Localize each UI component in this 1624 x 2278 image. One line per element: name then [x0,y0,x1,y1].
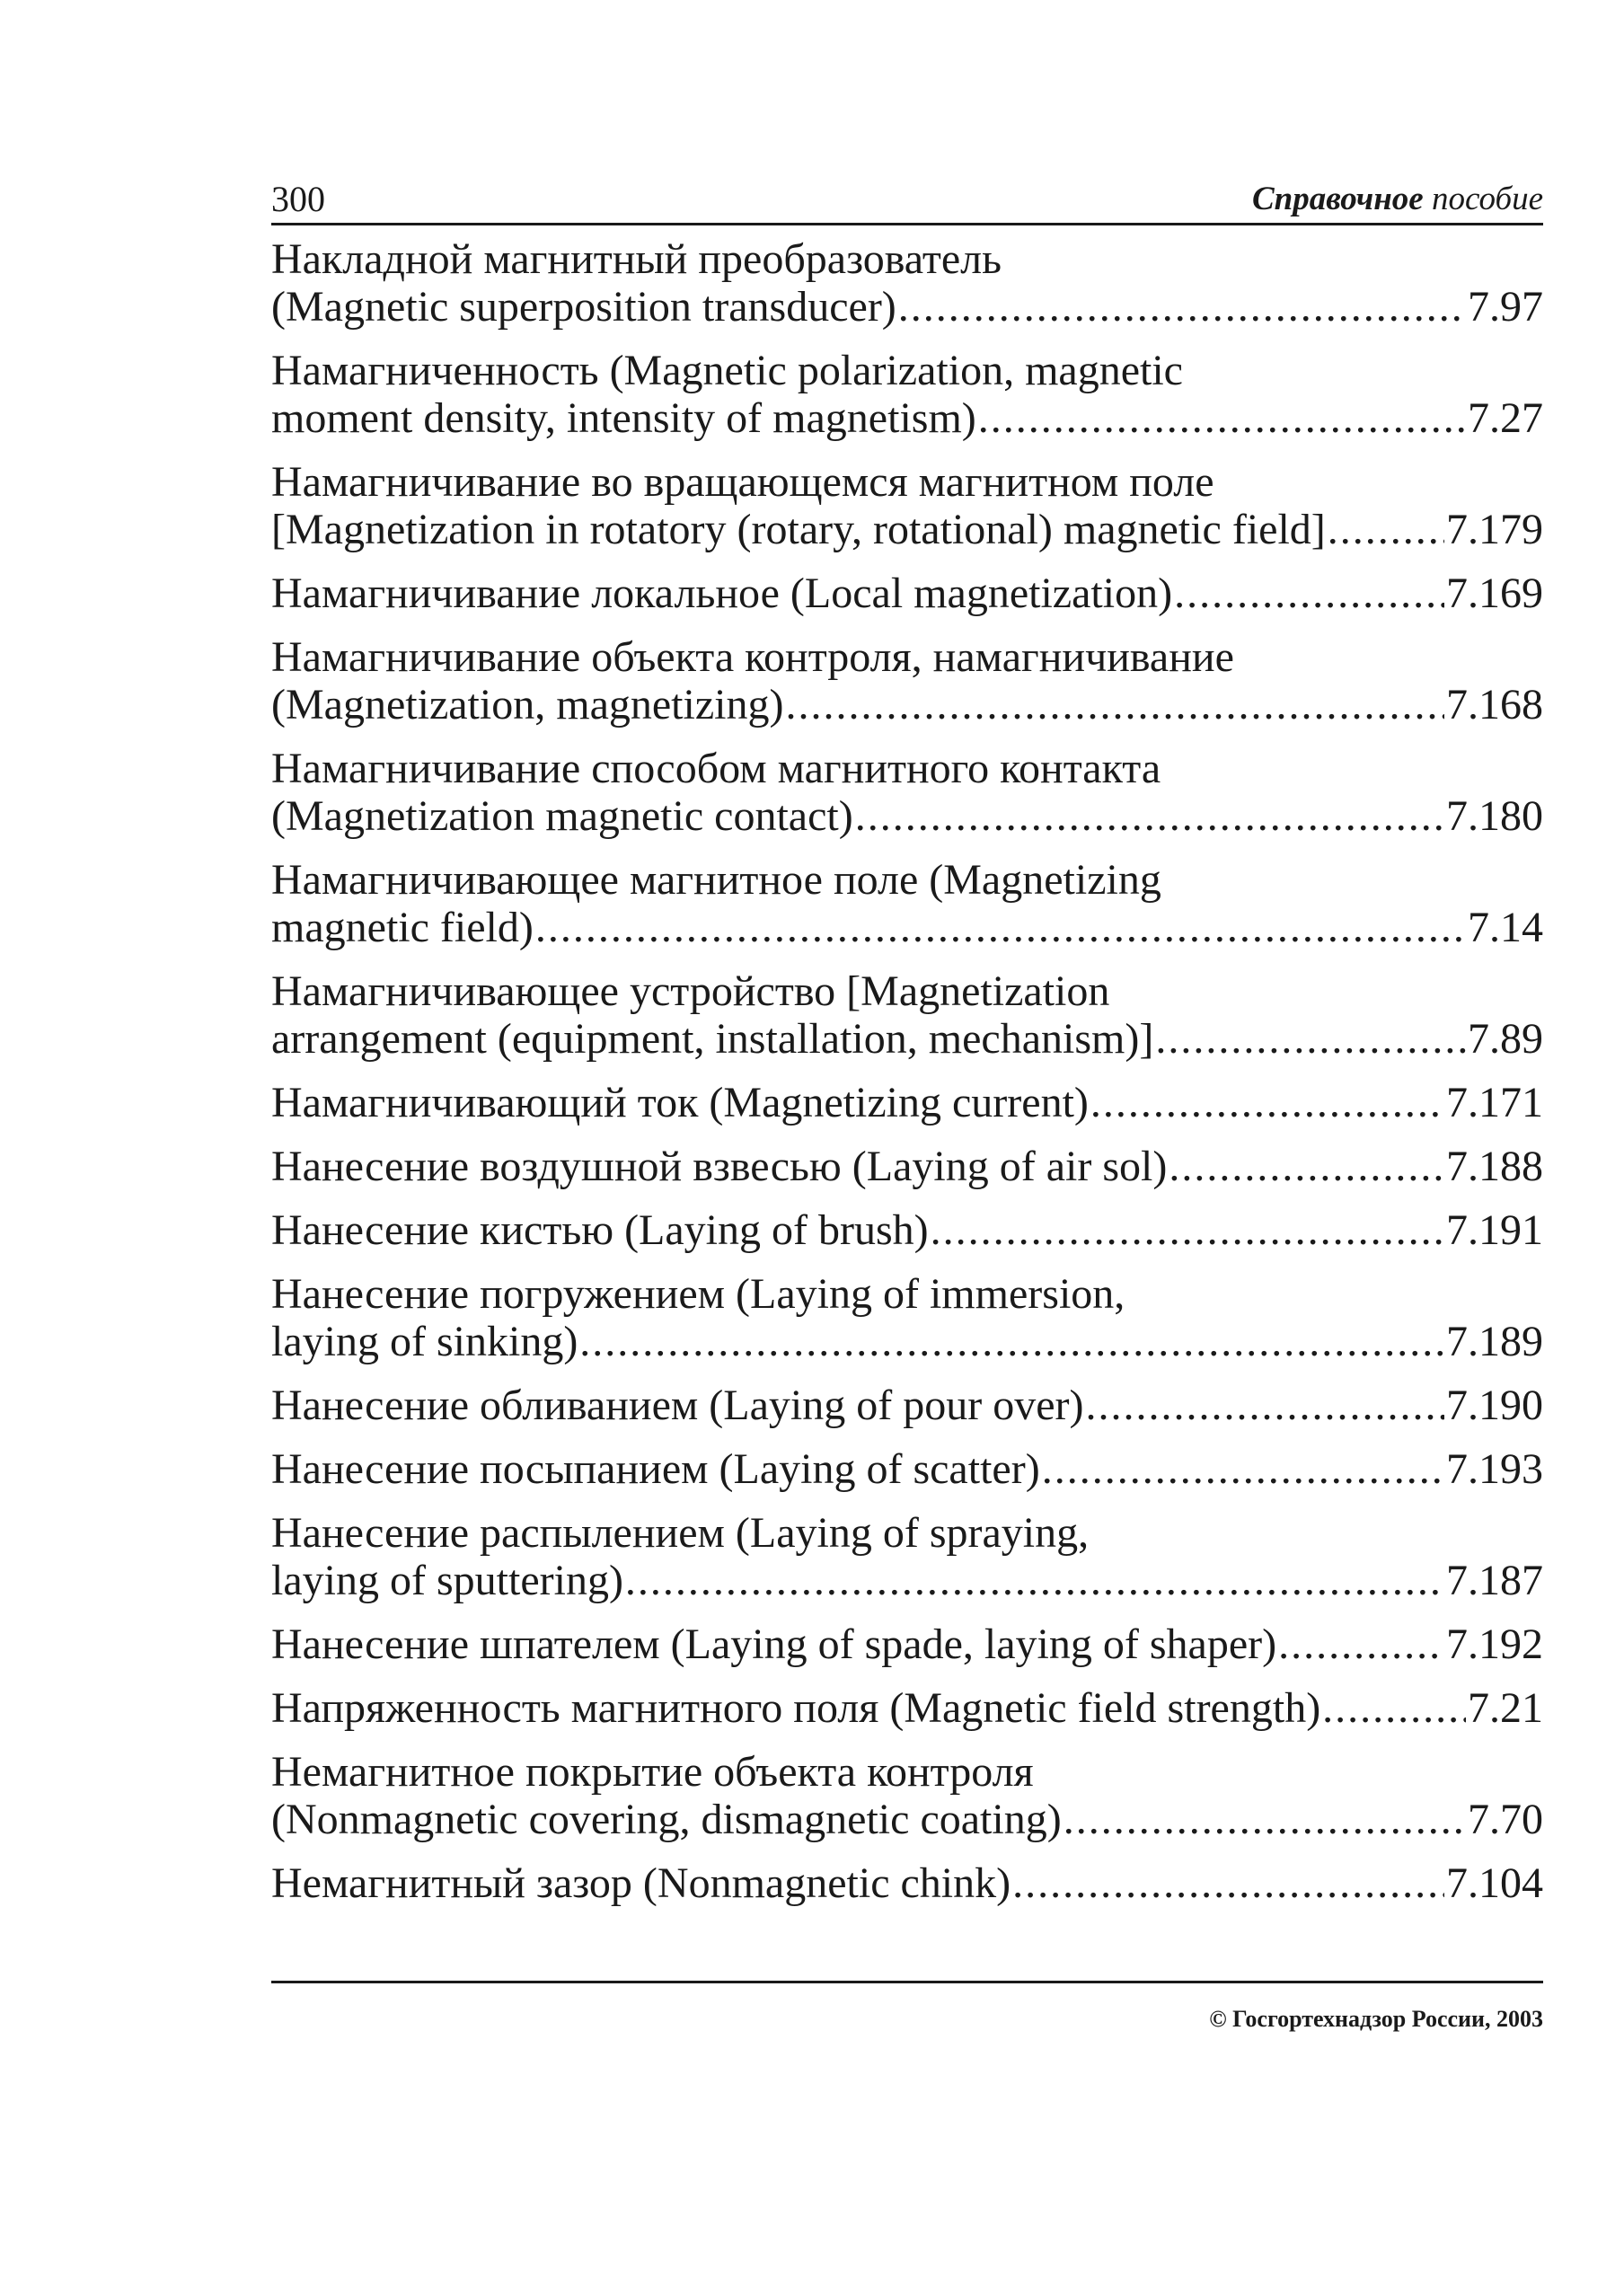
index-entry [271,1079,1543,1126]
index-entry [271,347,1543,442]
dot-leader [1090,1079,1444,1126]
footer-rule [271,1981,1543,1983]
index-entry-term-line: Нанесение распылением (Laying of spraying, [271,1509,1090,1557]
document-page [271,0,1543,2278]
dot-leader [1322,1684,1466,1732]
index-entry [271,1445,1543,1493]
index-entry-term-text: (Magnetic superposition transducer) [271,283,896,331]
section-reference: 7.193 [1446,1445,1543,1493]
index-entry-term-text: Намагничивающий ток (Magnetizing current) [271,1079,1089,1126]
index-entry-term-line: Нанесение погружением (Laying of immersion, [271,1270,1125,1318]
index-entry [271,570,1543,617]
index-entry-leader-line [271,681,1543,728]
section-reference: 7.179 [1446,506,1543,553]
dot-leader [1064,1796,1466,1843]
section-reference: 7.168 [1446,681,1543,728]
section-reference: 7.171 [1446,1079,1543,1126]
index-entry-leader-line [271,394,1543,442]
section-reference: 7.104 [1446,1859,1543,1907]
dot-leader [931,1206,1444,1254]
index-entry-term-text: Нанесение воздушной взвесью (Laying of air sol) [271,1143,1168,1190]
running-title-rest: пособие [1423,181,1543,217]
index-entry-term-line: Намагниченность (Magnetic polarization, magnetic [271,347,1183,394]
index-entry [271,1859,1543,1907]
dot-leader [1169,1143,1444,1190]
dot-leader [855,792,1444,840]
page-header [271,169,1543,225]
section-reference: 7.180 [1446,792,1543,840]
index-entry-leader-line [271,1445,1543,1493]
section-reference: 7.70 [1468,1796,1543,1843]
dot-leader [1012,1859,1444,1907]
index-entry [271,458,1543,553]
running-title-bold: Справочное [1251,181,1424,217]
index-entry-leader-line [271,1318,1543,1365]
index-entry [271,1509,1543,1604]
index-entry-term-text: Нанесение шпателем (Laying of spade, laying of shaper) [271,1620,1277,1668]
index-entry [271,1684,1543,1732]
page-number: 300 [271,179,325,219]
index-entry [271,1206,1543,1254]
dot-leader [978,394,1466,442]
running-title [1252,178,1543,221]
index-entry-term-text: Нанесение кистью (Laying of brush) [271,1206,929,1254]
index-entry-term-text: laying of sputtering) [271,1557,623,1604]
index-entry-term-line: Намагничивание во вращающемся магнитном поле [271,458,1214,506]
index-entry-term-text: (Nonmagnetic covering, dismagnetic coating) [271,1796,1062,1843]
index-entry-leader-line [271,792,1543,840]
dot-leader [625,1557,1444,1604]
index-entry-leader-line [271,904,1543,951]
index-entry-term-line: Намагничивающее устройство [Magnetization [271,967,1110,1015]
index-entry-term-line: Накладной магнитный преобразователь [271,235,1002,283]
index-entry-leader-line [271,1796,1543,1843]
index-entry-term-text: Немагнитный зазор (Nonmagnetic chink) [271,1859,1011,1907]
index-entry-term-text: Напряженность магнитного поля (Magnetic field strength) [271,1684,1321,1732]
index-entry [271,1382,1543,1429]
index-entry [271,1620,1543,1668]
index-entry-leader-line [271,1557,1543,1604]
section-reference: 7.89 [1468,1015,1543,1063]
section-reference: 7.27 [1468,394,1543,442]
section-reference: 7.97 [1468,283,1543,331]
index-entry-term-line: Немагнитное покрытие объекта контроля [271,1748,1034,1796]
index-entry [271,856,1543,951]
index-entry-term-text: Намагничивание локальное (Local magnetization) [271,570,1173,617]
index-entries-list [271,235,1543,1923]
index-entry-term-line: Намагничивание объекта контроля, намагничивание [271,633,1234,681]
index-entry-leader-line [271,1684,1543,1732]
dot-leader [579,1318,1444,1365]
section-reference: 7.169 [1446,570,1543,617]
index-entry [271,1748,1543,1843]
section-reference: 7.188 [1446,1143,1543,1190]
section-reference: 7.14 [1468,904,1543,951]
index-entry-term-text: (Magnetization magnetic contact) [271,792,853,840]
index-entry-term-text: Нанесение обливанием (Laying of pour over) [271,1382,1084,1429]
section-reference: 7.192 [1446,1620,1543,1668]
index-entry-leader-line [271,1382,1543,1429]
section-reference: 7.190 [1446,1382,1543,1429]
index-entry-leader-line [271,1015,1543,1063]
index-entry-term-text: Нанесение посыпанием (Laying of scatter) [271,1445,1040,1493]
section-reference: 7.189 [1446,1318,1543,1365]
dot-leader [1328,506,1444,553]
index-entry-term-text: arrangement (equipment, installation, mechanism)] [271,1015,1154,1063]
index-entry-leader-line [271,1206,1543,1254]
copyright-notice: © Госгортехнадзор России, 2003 [1209,2006,1543,2032]
index-entry-term-text: magnetic field) [271,904,534,951]
index-entry [271,967,1543,1063]
index-entry-leader-line [271,1143,1543,1190]
section-reference: 7.191 [1446,1206,1543,1254]
dot-leader [535,904,1466,951]
dot-leader [1174,570,1444,617]
dot-leader [785,681,1444,728]
section-reference: 7.21 [1468,1684,1543,1732]
index-entry-term-text: [Magnetization in rotatory (rotary, rotational) magnetic field] [271,506,1326,553]
index-entry [271,633,1543,728]
section-reference: 7.187 [1446,1557,1543,1604]
index-entry-leader-line [271,1620,1543,1668]
dot-leader [898,283,1466,331]
index-entry-leader-line [271,1859,1543,1907]
index-entry-leader-line [271,506,1543,553]
index-entry-leader-line [271,1079,1543,1126]
index-entry [271,745,1543,840]
index-entry-term-line: Намагничивание способом магнитного контакта [271,745,1161,792]
index-entry-leader-line [271,283,1543,331]
dot-leader [1155,1015,1466,1063]
index-entry-term-line: Намагничивающее магнитное поле (Magnetizing [271,856,1161,904]
dot-leader [1085,1382,1444,1429]
dot-leader [1042,1445,1444,1493]
index-entry [271,1143,1543,1190]
index-entry [271,1270,1543,1365]
index-entry [271,235,1543,331]
index-entry-term-text: laying of sinking) [271,1318,578,1365]
index-entry-leader-line [271,570,1543,617]
index-entry-term-text: moment density, intensity of magnetism) [271,394,976,442]
index-entry-term-text: (Magnetization, magnetizing) [271,681,784,728]
dot-leader [1278,1620,1444,1668]
